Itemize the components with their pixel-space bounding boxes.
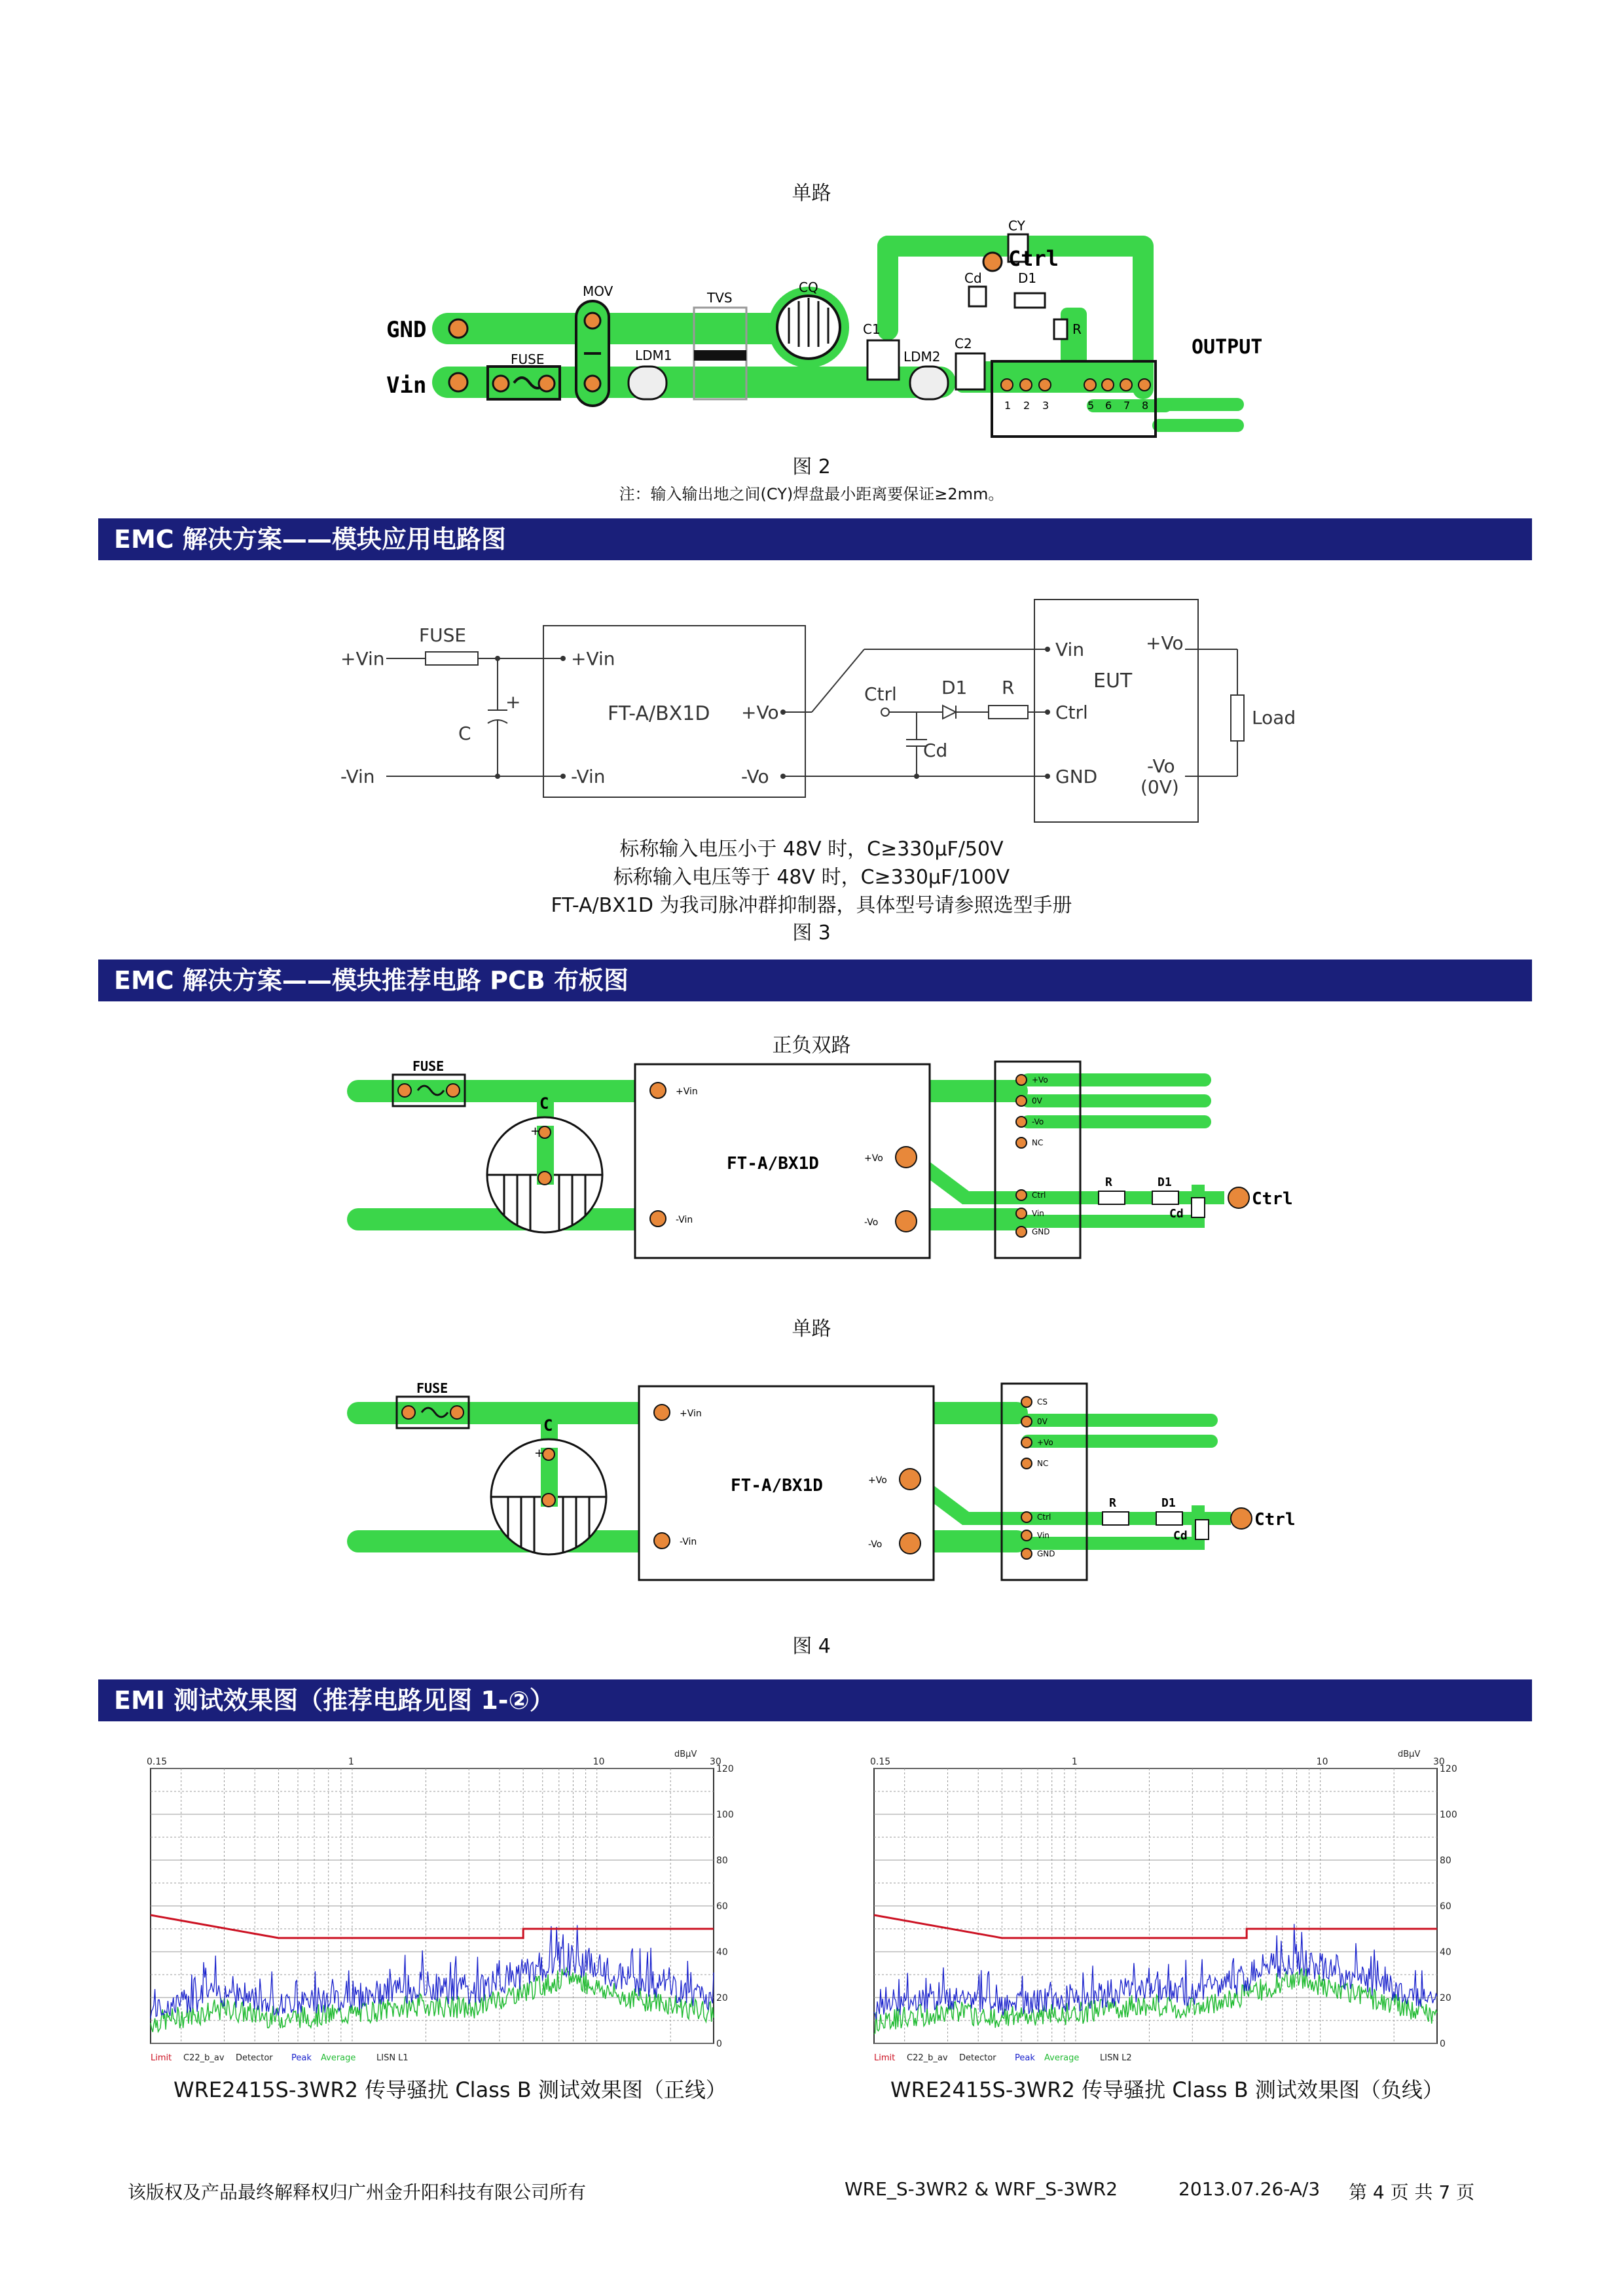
fig3-label-eut-0v: (0V): [1140, 776, 1179, 798]
legend-entry: Average: [321, 2053, 356, 2063]
svg-text:+: +: [530, 1124, 541, 1138]
fig3-label-load: Load: [1252, 707, 1296, 728]
svg-text:FT-A/BX1D: FT-A/BX1D: [731, 1476, 823, 1496]
legend-entry: Peak: [1015, 2053, 1035, 2063]
emi-chart-positive: [144, 1745, 746, 2079]
svg-text:Cd: Cd: [1173, 1529, 1188, 1543]
fig3-label-eut: EUT: [1093, 670, 1133, 692]
label-cq: CQ: [799, 279, 818, 295]
label-vin: Vin: [386, 372, 427, 399]
svg-text:6: 6: [1105, 399, 1112, 412]
y-tick-label: 60: [1440, 1901, 1451, 1912]
fig4-top-title: 正负双路: [772, 1034, 851, 1057]
fig3-label-d1: D1: [941, 677, 968, 698]
svg-text:GND: GND: [1032, 1227, 1050, 1236]
svg-text:3: 3: [1042, 399, 1049, 412]
svg-text:GND: GND: [1037, 1549, 1055, 1558]
svg-text:Vin: Vin: [1032, 1209, 1044, 1218]
svg-text:Ctrl: Ctrl: [1032, 1191, 1046, 1200]
y-tick-label: 100: [716, 1810, 734, 1820]
svg-text:8: 8: [1142, 399, 1149, 412]
fig3-label-ctrl: Ctrl: [864, 683, 897, 705]
svg-text:Ctrl: Ctrl: [1037, 1513, 1051, 1522]
svg-text:-Vin: -Vin: [676, 1215, 693, 1225]
svg-text:FT-A/BX1D: FT-A/BX1D: [727, 1154, 819, 1174]
fig3-note-3: FT-A/BX1D 为我司脉冲群抑制器，具体型号请参照选型手册: [551, 894, 1072, 917]
svg-text:+: +: [534, 1446, 545, 1460]
svg-text:5: 5: [1087, 399, 1095, 412]
y-tick-label: 20: [716, 1993, 728, 2003]
svg-text:7: 7: [1123, 399, 1131, 412]
svg-text:Ctrl: Ctrl: [1252, 1189, 1293, 1209]
svg-text:0V: 0V: [1037, 1417, 1048, 1426]
svg-text:FUSE: FUSE: [412, 1058, 445, 1074]
x-tick-label: 1: [348, 1757, 354, 1767]
emi-caption-positive: WRE2415S-3WR2 传导骚扰 Class B 测试效果图（正线）: [173, 2077, 727, 2102]
fig2-caption: 图 2: [792, 456, 831, 478]
fig3-label-eut-vin: Vin: [1055, 639, 1085, 660]
label-ldm2: LDM2: [903, 349, 941, 365]
y-tick-label: 120: [716, 1764, 734, 1774]
x-tick-label: 0.15: [870, 1757, 891, 1767]
emi-chart-negative: [867, 1745, 1470, 2079]
fig2-pcb-diagram: [380, 209, 1283, 458]
load-symbol: [1231, 695, 1244, 741]
fig3-label-cd: Cd: [923, 740, 948, 761]
fig4-pcb-single: [340, 1374, 1322, 1590]
svg-text:1: 1: [1004, 399, 1012, 412]
footer-page: 第 4 页 共 7 页: [1349, 2181, 1475, 2203]
fig4-caption: 图 4: [792, 1635, 831, 1658]
fig3-label-vo-neg: -Vo: [741, 766, 769, 787]
x-tick-label: 30: [1433, 1757, 1445, 1767]
fig3-label-eut-gnd: GND: [1055, 766, 1098, 787]
label-r: R: [1072, 321, 1082, 337]
section-header-emi: EMI 测试效果图（推荐电路见图 1-②）: [98, 1679, 1532, 1721]
label-tvs: TVS: [707, 290, 733, 306]
label-mov: MOV: [583, 283, 613, 299]
legend-entry: LISN L1: [376, 2053, 409, 2063]
label-c2: C2: [955, 336, 972, 351]
footer-model: WRE_S-3WR2 & WRF_S-3WR2: [845, 2178, 1118, 2200]
legend-entry: Peak: [291, 2053, 312, 2063]
fig3-label-module: FT-A/BX1D: [608, 702, 710, 725]
legend-entry: Detector: [236, 2053, 273, 2063]
svg-text:Cd: Cd: [1169, 1207, 1184, 1221]
svg-text:C: C: [539, 1094, 549, 1113]
svg-text:-Vin: -Vin: [680, 1537, 697, 1547]
x-tick-label: 1: [1071, 1757, 1078, 1767]
fig3-schematic: [340, 589, 1309, 838]
svg-text:+Vin: +Vin: [676, 1086, 698, 1097]
y-tick-label: 0: [716, 2039, 722, 2049]
d1-component: [1015, 293, 1045, 308]
fig3-label-fuse: FUSE: [419, 624, 467, 646]
unit-label: dBµV: [1398, 1749, 1421, 1759]
cd-component: [969, 287, 986, 306]
y-tick-label: 100: [1440, 1810, 1457, 1820]
emi-caption-negative: WRE2415S-3WR2 传导骚扰 Class B 测试效果图（负线）: [890, 2077, 1444, 2102]
svg-text:D1: D1: [1158, 1175, 1172, 1189]
label-fuse: FUSE: [511, 351, 545, 367]
y-tick-label: 0: [1440, 2039, 1446, 2049]
label-ctrl: Ctrl: [1008, 246, 1059, 271]
svg-text:0V: 0V: [1032, 1096, 1042, 1105]
label-gnd: GND: [386, 317, 427, 343]
svg-text:Ctrl: Ctrl: [1254, 1510, 1296, 1530]
legend-entry: Average: [1044, 2053, 1080, 2063]
svg-text:Vin: Vin: [1037, 1531, 1049, 1540]
svg-text:+Vo: +Vo: [868, 1475, 887, 1486]
fig3-label-eut-vo-neg: -Vo: [1147, 755, 1175, 777]
legend-entry: Detector: [959, 2053, 996, 2063]
y-tick-label: 80: [716, 1856, 728, 1866]
label-d1: D1: [1018, 270, 1037, 286]
svg-text:-Vo: -Vo: [1032, 1117, 1044, 1126]
fig3-label-eut-vo: +Vo: [1146, 632, 1184, 654]
x-tick-label: 30: [710, 1757, 721, 1767]
svg-text:NC: NC: [1037, 1459, 1049, 1468]
svg-text:+Vin: +Vin: [680, 1408, 702, 1419]
label-c1: C1: [863, 321, 881, 337]
ldm1-component: [629, 367, 666, 399]
svg-text:-Vo: -Vo: [864, 1217, 879, 1228]
x-tick-label: 10: [1316, 1757, 1328, 1767]
legend-entry: Limit: [151, 2053, 172, 2063]
fig3-label-vin-in: +Vin: [340, 648, 385, 670]
fig3-note-2: 标称输入电压等于 48V 时，C≥330μF/100V: [613, 866, 1010, 889]
fig4-pcb-dual: [340, 1054, 1322, 1270]
footer-date: 2013.07.26-A/3: [1178, 2178, 1321, 2200]
r-component: [1054, 319, 1067, 339]
fig2-note: 注：输入输出地之间(CY)焊盘最小距离要保证≥2mm。: [619, 485, 1004, 503]
svg-text:CS: CS: [1037, 1397, 1048, 1407]
pcb-trace-gnd: [432, 313, 812, 344]
y-tick-label: 120: [1440, 1764, 1457, 1774]
fig3-label-vin-mod: +Vin: [571, 648, 615, 670]
footer-copyright: 该版权及产品最终解释权归广州金升阳科技有限公司所有: [128, 2181, 587, 2203]
r-symbol: [989, 706, 1028, 719]
fig3-label-eut-ctrl: Ctrl: [1055, 702, 1088, 723]
svg-text:+Vo: +Vo: [1032, 1075, 1048, 1085]
x-tick-label: 0.15: [147, 1757, 168, 1767]
legend-entry: C22_b_av: [183, 2053, 225, 2063]
fig4-bottom-title: 单路: [792, 1318, 831, 1340]
fig3-note-1: 标称输入电压小于 48V 时，C≥330μF/50V: [619, 838, 1004, 861]
label-cd: Cd: [964, 270, 982, 286]
y-tick-label: 80: [1440, 1856, 1451, 1866]
c1-component: [867, 340, 899, 380]
label-ldm1: LDM1: [635, 348, 672, 363]
fig3-label-vin-neg-mod: -Vin: [571, 766, 606, 787]
y-tick-label: 20: [1440, 1993, 1451, 2003]
svg-text:NC: NC: [1032, 1138, 1044, 1147]
legend-entry: Limit: [874, 2053, 896, 2063]
fig3-label-plus: +: [505, 691, 521, 713]
svg-text:R: R: [1105, 1175, 1112, 1189]
svg-text:C: C: [543, 1416, 553, 1435]
section-header-emc-circuit: EMC 解决方案——模块应用电路图: [98, 518, 1532, 560]
unit-label: dBµV: [674, 1749, 697, 1759]
svg-text:+Vo: +Vo: [864, 1153, 883, 1164]
legend-entry: C22_b_av: [907, 2053, 948, 2063]
fuse-symbol: [426, 652, 478, 665]
legend-entry: LISN L2: [1100, 2053, 1132, 2063]
fig3-caption: 图 3: [792, 922, 831, 944]
y-tick-label: 40: [716, 1947, 728, 1958]
svg-text:R: R: [1109, 1496, 1116, 1510]
svg-text:FUSE: FUSE: [416, 1380, 448, 1396]
c2-component: [956, 353, 985, 389]
ldm2-component: [910, 367, 948, 399]
fig3-label-vo-pos: +Vo: [741, 702, 779, 723]
svg-text:-Vo: -Vo: [868, 1539, 883, 1550]
fig2-title: 单路: [792, 182, 831, 205]
label-cy: CY: [1008, 218, 1025, 234]
svg-text:+Vo: +Vo: [1037, 1438, 1053, 1447]
fig3-label-c: C: [458, 723, 471, 744]
fig3-label-r: R: [1002, 677, 1015, 698]
svg-text:D1: D1: [1161, 1496, 1176, 1510]
svg-text:2: 2: [1023, 399, 1030, 412]
x-tick-label: 10: [593, 1757, 605, 1767]
fig3-label-vin-neg: -Vin: [340, 766, 375, 787]
y-tick-label: 60: [716, 1901, 728, 1912]
section-header-pcb-layout: EMC 解决方案——模块推荐电路 PCB 布板图: [98, 960, 1532, 1001]
y-tick-label: 40: [1440, 1947, 1451, 1958]
label-output: OUTPUT: [1192, 336, 1263, 359]
